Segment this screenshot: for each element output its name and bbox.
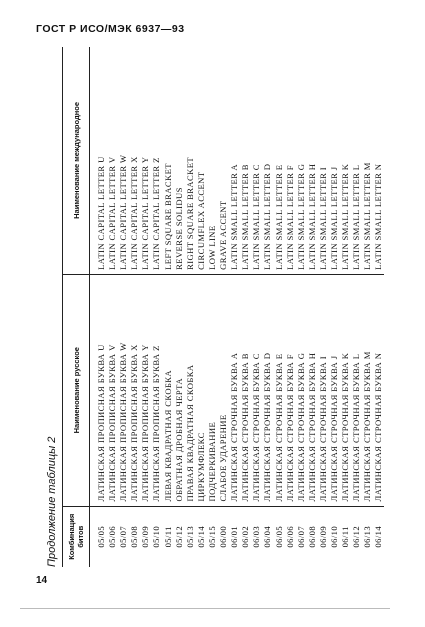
row-code-cell: 06/14 xyxy=(373,525,384,548)
row-code-cell: 06/06 xyxy=(284,525,295,548)
table-row xyxy=(262,47,273,567)
row-code-cell: 06/02 xyxy=(240,525,251,548)
table-row xyxy=(218,47,229,567)
row-name-ru-cell: ЛЕВАЯ КВАДРАТНАЯ СКОБКА xyxy=(163,274,174,506)
row-name-intl-cell: LATIN SMALL LETTER D xyxy=(262,47,273,274)
row-name-intl-cell: LATIN SMALL LETTER C xyxy=(251,47,262,274)
row-code-cell: 06/13 xyxy=(362,525,373,548)
table-row xyxy=(318,47,329,567)
row-name-ru-cell: ЛАТИНСКАЯ СТРОЧНАЯ БУКВА B xyxy=(240,274,251,506)
row-name-ru-cell: ЛАТИНСКАЯ СТРОЧНАЯ БУКВА I xyxy=(318,274,329,506)
bottom-rule xyxy=(20,608,390,609)
row-code-cell: 05/08 xyxy=(129,525,140,548)
row-name-intl-cell: LATIN CAPITAL LETTER W xyxy=(118,47,129,274)
row-name-ru-cell: ЛАТИНСКАЯ СТРОЧНАЯ БУКВА J xyxy=(329,274,340,506)
table-row xyxy=(373,47,384,567)
row-code-cell: 06/03 xyxy=(251,525,262,548)
row-name-ru-cell: ЛАТИНСКАЯ СТРОЧНАЯ БУКВА G xyxy=(296,274,307,506)
row-code-cell: 05/13 xyxy=(184,525,195,548)
row-code-cell: 05/06 xyxy=(107,525,118,548)
row-name-ru-cell: ЛАТИНСКАЯ СТРОЧНАЯ БУКВА K xyxy=(340,274,351,506)
table-row xyxy=(140,47,151,567)
row-name-intl-cell: LATIN SMALL LETTER I xyxy=(318,47,329,274)
row-name-intl-cell: LATIN SMALL LETTER B xyxy=(240,47,251,274)
row-name-ru-cell: ЦИРКУМФЛЕКС xyxy=(196,274,207,506)
row-name-ru-cell: ПРАВАЯ КВАДРАТНАЯ СКОБКА xyxy=(185,274,196,506)
table-row xyxy=(90,47,108,567)
row-name-intl-cell: LATIN CAPITAL LETTER V xyxy=(107,47,118,274)
row-name-ru-cell: ЛАТИНСКАЯ ПРОПИСНАЯ БУКВА X xyxy=(129,274,140,506)
row-name-intl-cell: LATIN SMALL LETTER F xyxy=(285,47,296,274)
table-row xyxy=(107,47,118,567)
row-name-ru-cell: ЛАТИНСКАЯ СТРОЧНАЯ БУКВА N xyxy=(373,274,384,506)
row-name-ru-cell: ЛАТИНСКАЯ СТРОЧНАЯ БУКВА H xyxy=(307,274,318,506)
row-name-intl-cell: REVERSE SOLIDUS xyxy=(174,47,185,274)
table-row xyxy=(240,47,251,567)
row-code-cell: 05/07 xyxy=(118,525,129,548)
row-name-ru-cell: СЛАБОЕ УДАРЕНИЕ xyxy=(218,274,229,506)
table-row xyxy=(174,47,185,567)
row-name-ru-cell: ЛАТИНСКАЯ ПРОПИСНАЯ БУКВА W xyxy=(118,274,129,506)
table-row xyxy=(340,47,351,567)
table-row xyxy=(285,47,296,567)
row-name-intl-cell: LATIN SMALL LETTER J xyxy=(329,47,340,274)
row-name-intl-cell: LATIN CAPITAL LETTER Y xyxy=(140,47,151,274)
column-header-name-ru: Наименование русское xyxy=(63,274,90,506)
row-code-cell: 06/05 xyxy=(273,525,284,548)
row-name-ru-cell: ЛАТИНСКАЯ СТРОЧНАЯ БУКВА E xyxy=(274,274,285,506)
row-name-intl-cell: LATIN SMALL LETTER H xyxy=(307,47,318,274)
row-code-cell: 06/04 xyxy=(262,525,273,548)
character-table xyxy=(62,47,384,567)
row-name-ru-cell: ЛАТИНСКАЯ СТРОЧНАЯ БУКВА L xyxy=(351,274,362,506)
table-row xyxy=(329,47,340,567)
row-name-ru-cell: ЛАТИНСКАЯ ПРОПИСНАЯ БУКВА Z xyxy=(151,274,162,506)
table-row xyxy=(207,47,218,567)
row-name-ru-cell: ОБРАТНАЯ ДРОБНАЯ ЧЕРТА xyxy=(174,274,185,506)
table-row xyxy=(362,47,373,567)
document-header: ГОСТ Р ИСО/МЭК 6937—93 xyxy=(36,23,185,35)
row-code-cell: 06/01 xyxy=(229,525,240,548)
table-row xyxy=(185,47,196,567)
table-row xyxy=(151,47,162,567)
row-name-ru-cell: ЛАТИНСКАЯ ПРОПИСНАЯ БУКВА Y xyxy=(140,274,151,506)
table-row xyxy=(163,47,174,567)
row-code-cell: 06/08 xyxy=(306,525,317,548)
row-name-intl-cell: LATIN SMALL LETTER K xyxy=(340,47,351,274)
row-name-intl-cell: LATIN SMALL LETTER A xyxy=(229,47,240,274)
row-name-intl-cell: LOW LINE xyxy=(207,47,218,274)
row-name-intl-cell: GRAVE ACCENT xyxy=(218,47,229,274)
table-row xyxy=(196,47,207,567)
row-name-intl-cell: LATIN CAPITAL LETTER U xyxy=(90,47,108,274)
row-code-cell: 05/15 xyxy=(206,525,217,548)
row-name-intl-cell: LEFT SQUARE BRACKET xyxy=(163,47,174,274)
table-row xyxy=(296,47,307,567)
table-row xyxy=(229,47,240,567)
row-name-intl-cell: LATIN SMALL LETTER M xyxy=(362,47,373,274)
row-name-intl-cell: LATIN SMALL LETTER G xyxy=(296,47,307,274)
row-code-cell: 06/09 xyxy=(317,525,328,548)
table-row xyxy=(351,47,362,567)
row-name-ru-cell: ЛАТИНСКАЯ СТРОЧНАЯ БУКВА M xyxy=(362,274,373,506)
column-header-name-intl: Наименование международное xyxy=(63,47,90,274)
row-name-intl-cell: RIGHT SQUARE BRACKET xyxy=(185,47,196,274)
row-name-intl-cell: LATIN SMALL LETTER E xyxy=(274,47,285,274)
row-code-cell: 06/11 xyxy=(340,526,351,548)
row-name-intl-cell: LATIN SMALL LETTER N xyxy=(373,47,384,274)
table-row xyxy=(274,47,285,567)
table-row xyxy=(251,47,262,567)
table-row xyxy=(118,47,129,567)
row-code-cell: 06/10 xyxy=(328,525,339,548)
table-header-row xyxy=(63,47,90,567)
row-code-cell: 06/12 xyxy=(351,525,362,548)
table-row xyxy=(307,47,318,567)
row-code-cell: 06/07 xyxy=(295,525,306,548)
page-number: 14 xyxy=(36,575,48,586)
table-caption: Продолжение таблицы 2 xyxy=(46,436,58,567)
row-code-cell: 05/05 xyxy=(96,525,106,548)
row-name-ru-cell: ЛАТИНСКАЯ СТРОЧНАЯ БУКВА D xyxy=(262,274,273,506)
row-code-cell: 05/11 xyxy=(162,526,173,548)
row-name-intl-cell: LATIN SMALL LETTER L xyxy=(351,47,362,274)
row-code-cell: 05/12 xyxy=(173,525,184,548)
table-row xyxy=(129,47,140,567)
row-name-ru-cell: ПОДЧЕРКИВАНИЕ xyxy=(207,274,218,506)
row-name-ru-cell: ЛАТИНСКАЯ СТРОЧНАЯ БУКВА A xyxy=(229,274,240,506)
rotated-table-region xyxy=(46,47,384,567)
row-name-intl-cell: LATIN CAPITAL LETTER Z xyxy=(151,47,162,274)
row-name-ru-cell: ЛАТИНСКАЯ СТРОЧНАЯ БУКВА F xyxy=(285,274,296,506)
row-name-ru-cell: ЛАТИНСКАЯ СТРОЧНАЯ БУКВА C xyxy=(251,274,262,506)
row-code-cell: 06/00 xyxy=(218,525,229,548)
row-name-intl-cell: LATIN CAPITAL LETTER X xyxy=(129,47,140,274)
row-code-cell: 05/09 xyxy=(140,525,151,548)
row-name-intl-cell: CIRCUMFLEX ACCENT xyxy=(196,47,207,274)
row-code-cell: 05/10 xyxy=(151,525,162,548)
column-header-code: Комбинация битов xyxy=(63,506,90,567)
row-code-cell: 05/14 xyxy=(195,525,206,548)
row-name-ru-cell: ЛАТИНСКАЯ ПРОПИСНАЯ БУКВА V xyxy=(107,274,118,506)
row-name-ru-cell: ЛАТИНСКАЯ ПРОПИСНАЯ БУКВА U xyxy=(90,274,108,506)
table-body xyxy=(90,47,385,567)
